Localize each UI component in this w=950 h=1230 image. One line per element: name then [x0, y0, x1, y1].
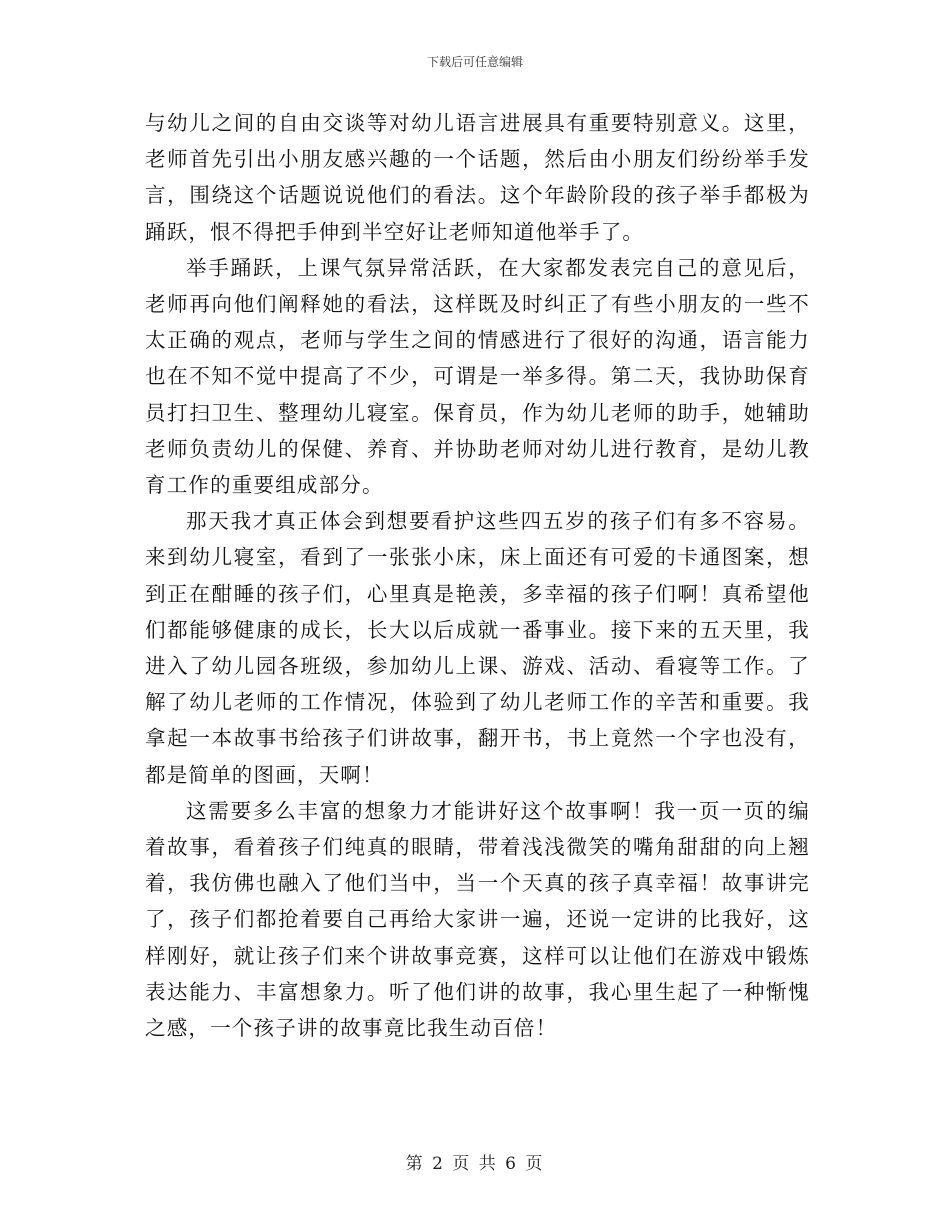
page-header: 下载后可任意编辑	[426, 55, 523, 69]
paragraph-4: 这需要多么丰富的想象力才能讲好这个故事啊！我一页一页的编着故事，看着孩子们纯真的眼睛，带着浅浅微笑的嘴角甜甜的向上翘着，我仿佛也融入了他们当中，当一个天真的孩子真幸福！故事讲完了，孩子们都抢着要自己再给大家讲一遍，还说一定讲的比我好，这样刚好，就让孩子们来个讲故事竞赛，这样可以让他们在游戏中锻炼表达能力、丰富想象力。听了他们讲的故事，我心里生起了一种惭愧之感，一个孩子讲的故事竟比我生动百倍！	[145, 798, 810, 1041]
paragraph-2: 举手踊跃，上课气氛异常活跃，在大家都发表完自己的意见后，老师再向他们阐释她的看法，这样既及时纠正了有些小朋友的一些不太正确的观点，老师与学生之间的情感进行了很好的沟通，语言能力也在不知不觉中提高了不少，可谓是一举多得。第二天，我协助保育员打扫卫生、整理幼儿寝室。保育员，作为幼儿老师的助手，她辅助老师负责幼儿的保健、养育、并协助老师对幼儿进行教育，是幼儿教育工作的重要组成部分。	[145, 255, 810, 498]
page-number-footer: 第 2 页 共 6 页	[405, 1154, 545, 1174]
document-body	[145, 105, 810, 1046]
paragraph-1: 与幼儿之间的自由交谈等对幼儿语言进展具有重要特别意义。这里，老师首先引出小朋友感兴趣的一个话题，然后由小朋友们纷纷举手发言，围绕这个话题说说他们的看法。这个年龄阶段的孩子举手都极为踊跃，恨不得把手伸到半空好让老师知道他举手了。	[145, 111, 810, 244]
paragraph-3: 那天我才真正体会到想要看护这些四五岁的孩子们有多不容易。来到幼儿寝室，看到了一张张小床，床上面还有可爱的卡通图案，想到正在酣睡的孩子们，心里真是艳羡，多幸福的孩子们啊！真希望他们都能够健康的成长，长大以后成就一番事业。接下来的五天里，我进入了幼儿园各班级，参加幼儿上课、游戏、活动、看寝等工作。了解了幼儿老师的工作情况，体验到了幼儿老师工作的辛苦和重要。我拿起一本故事书给孩子们讲故事，翻开书，书上竟然一个字也没有，都是简单的图画，天啊！	[145, 509, 810, 787]
